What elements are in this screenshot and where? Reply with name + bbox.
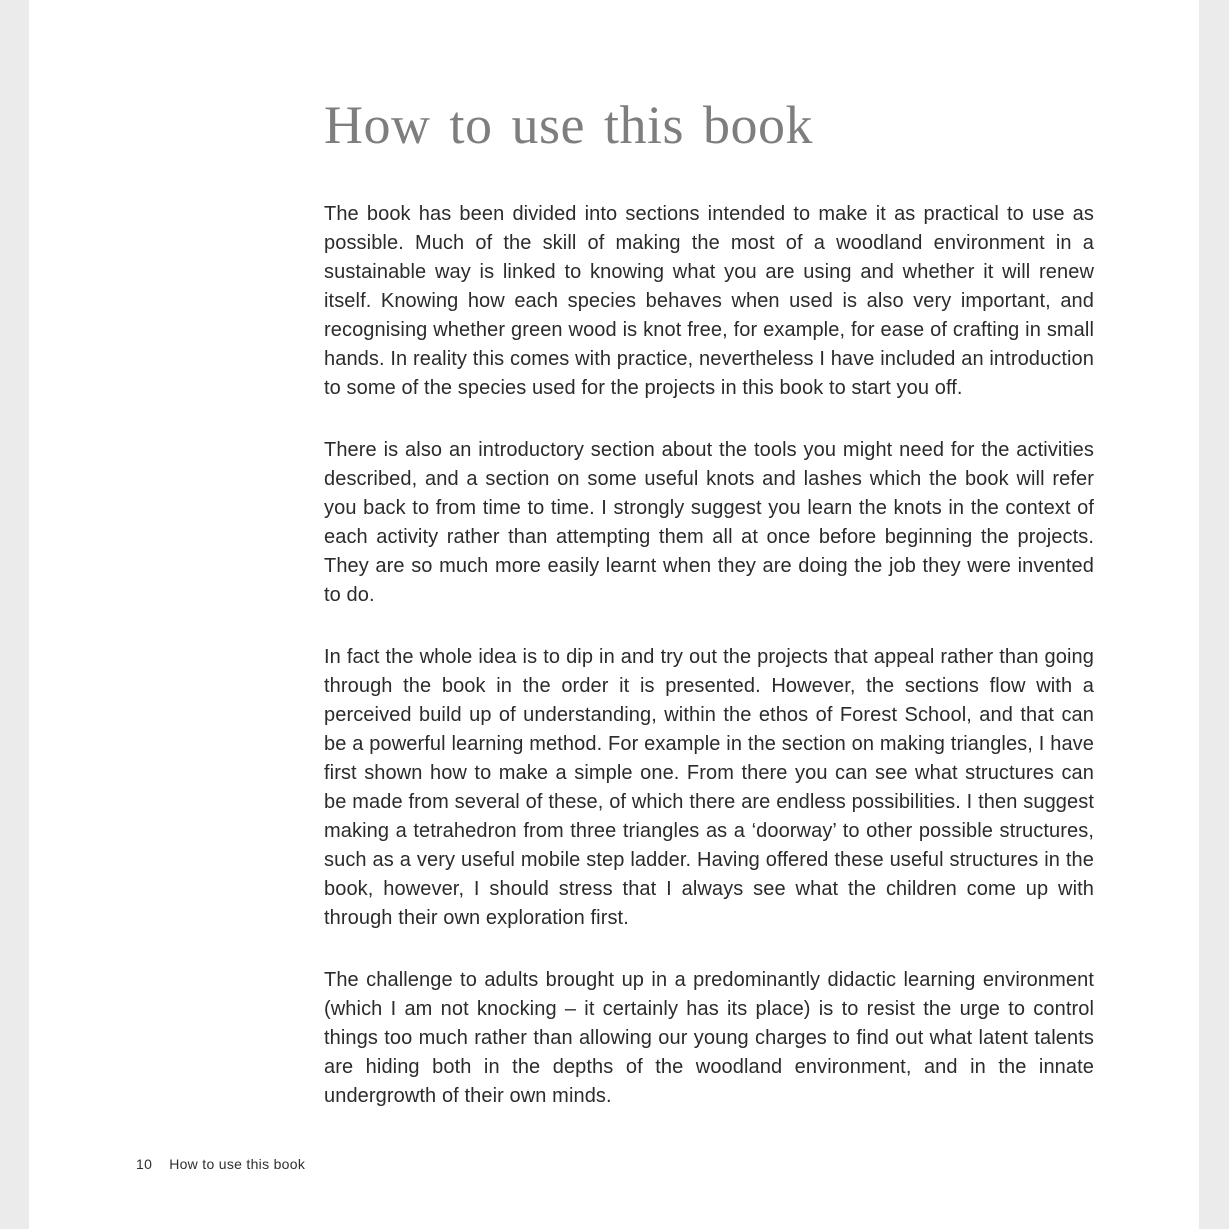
running-footer-label: How to use this book	[169, 1156, 306, 1172]
paragraph-3: In fact the whole idea is to dip in and try out the projects that appeal rather than going through the book in the order it is presented. However, the sections flow with a perceived build up of understanding, within the ethos of Forest School, and that can be a powerful learning method. For example in the section on making triangles, I have first shown how to make a simple one. From there you can see what structures can be made from several of these, of which there are endless possibilities. I then suggest making a tetrahedron from three triangles as a ‘doorway’ to other possible structures, such as a very useful mobile step ladder. Having offered these useful structures in the book, however, I should stress that I always see what the children come up with through their own exploration first.	[324, 646, 1094, 930]
page-number: 10	[136, 1156, 153, 1172]
paragraph-1: The book has been divided into sections intended to make it as practical to use as possible. Much of the skill of making the most of a woodland environment in a sustainable way is linked to knowing what you are using and whether it will renew itself. Knowing how each species behaves when used is also very important, and recognising whether green wood is knot free, for example, for ease of crafting in small hands. In reality this comes with practice, nevertheless I have included an introduction to some of the species used for the projects in this book to start you off.	[324, 203, 1094, 400]
page-title: How to use this book	[324, 95, 813, 155]
page-footer	[136, 1156, 305, 1172]
paragraph-4: The challenge to adults brought up in a predominantly didactic learning environment (which I am not knocking – it certainly has its place) is to resist the urge to control things too much rather than allowing our young charges to find out what latent talents are hiding both in the depths of the woodland environment, and in the innate undergrowth of their own minds.	[324, 969, 1094, 1108]
page-content	[324, 0, 1094, 1144]
paragraph-2: There is also an introductory section about the tools you might need for the activities described, and a section on some useful knots and lashes which the book will refer you back to from time to time. I strongly suggest you learn the knots in the context of each activity rather than attempting them all at once before beginning the projects. They are so much more easily learnt when they are doing the job they were invented to do.	[324, 439, 1094, 607]
book-page	[29, 0, 1199, 1229]
